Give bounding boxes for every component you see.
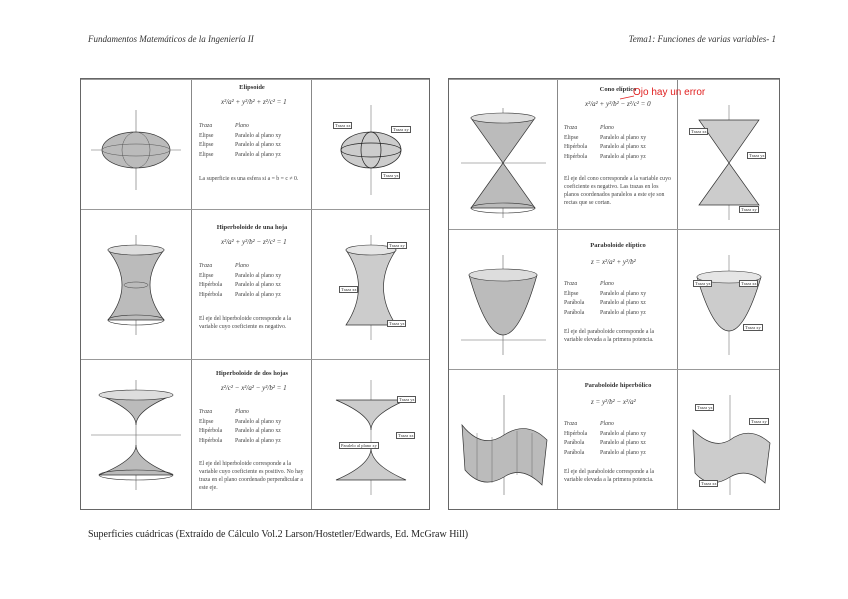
plane-cell: Paralelo al plano xy — [600, 430, 647, 437]
ellipsoid-trace-figure — [326, 105, 416, 195]
trace-cell: Hipérbola — [564, 430, 588, 437]
surface-description: El eje del paraboloide corresponde a la variable elevada a la primera potencia. — [564, 469, 655, 483]
trace-table — [564, 124, 646, 162]
surface-title: Paraboloide hiperbólico — [584, 382, 652, 389]
trace-cell: Hipérbola — [199, 282, 223, 288]
trace-tag: Traza yz — [399, 397, 415, 402]
table-header-plane: Plano — [600, 281, 614, 287]
plane-cell: Paralelo al plano xz — [600, 144, 646, 150]
trace-cell: Parábola — [564, 440, 585, 446]
surface-row-ellipsoid — [81, 79, 429, 210]
trace-tag: Traza xz — [691, 129, 707, 134]
trace-tag: Traza xz — [341, 287, 357, 292]
ellipsoid-figure — [91, 110, 181, 190]
surface-row-hyperboloid-two-sheets — [81, 359, 429, 510]
trace-tag: Traza xy — [389, 243, 405, 248]
plane-cell: Paralelo al plano yz — [600, 449, 646, 456]
trace-cell: Elipse — [199, 418, 214, 425]
plane-cell: Paralelo al plano xy — [235, 418, 282, 425]
surface-description: El eje del cono corresponde a la variable cuyo coeficiente es negativo. Las trazas en los planos coordenados paralelos a este eje son rectas que se cortan. — [564, 176, 671, 206]
surface-equation: x²/a² + y²/b² − z²/c² = 1 — [221, 238, 287, 246]
page-header-right: Tema1: Funciones de varias variables- 1 — [628, 34, 776, 44]
trace-table — [199, 408, 281, 446]
trace-tag: Traza xz — [335, 123, 351, 128]
trace-cell: Elipse — [564, 134, 579, 141]
hyperboloid-two-sheets-figure — [91, 380, 181, 490]
plane-cell: Paralelo al plano xy — [600, 290, 647, 297]
trace-cell: Parábola — [564, 300, 585, 306]
trace-cell: Elipse — [564, 290, 579, 297]
plane-cell: Paralelo al plano yz — [600, 153, 646, 160]
table-header-plane: Plano — [235, 409, 249, 415]
surface-title: Cono elíptico — [599, 86, 637, 93]
surface-description: La superficie es una esfera si a = b = c ≠ 0. — [199, 176, 299, 182]
elliptic-cone-trace-figure — [687, 105, 772, 220]
table-header-trace: Traza — [564, 281, 578, 287]
table-header-plane: Plano — [235, 123, 249, 129]
page-header-left: Fundamentos Matemáticos de la Ingeniería II — [88, 34, 254, 44]
table-header-plane: Plano — [600, 125, 614, 131]
table-header-trace: Traza — [564, 125, 578, 131]
trace-cell: Elipse — [199, 151, 214, 158]
table-header-plane: Plano — [235, 263, 249, 269]
trace-tag: Traza xy — [393, 127, 409, 132]
plane-cell: Paralelo al plano xy — [235, 132, 282, 139]
table-header-plane: Plano — [600, 421, 614, 427]
table-header-trace: Traza — [199, 123, 213, 129]
plane-cell: Paralelo al plano xz — [600, 440, 646, 446]
trace-cell: Elipse — [199, 142, 214, 148]
trace-tag: Paralelo al plano xy — [341, 443, 377, 448]
trace-tag: Traza yz — [695, 281, 711, 286]
plane-cell: Paralelo al plano yz — [235, 437, 281, 444]
trace-tag: Traza xy — [745, 325, 761, 330]
error-annotation: Ojo hay un error — [633, 87, 706, 98]
surface-description: El eje del paraboloide corresponde a la variable elevada a la primera potencia. — [564, 329, 655, 343]
trace-tag: Traza xz — [701, 481, 717, 486]
plane-cell: Paralelo al plano xz — [235, 282, 281, 288]
left-scan-panel — [80, 78, 430, 510]
surface-row-hyperboloid-one-sheet — [81, 209, 429, 360]
trace-cell: Parábola — [564, 309, 585, 316]
trace-cell: Parábola — [564, 449, 585, 456]
surface-equation: z²/c² − x²/a² − y²/b² = 1 — [221, 384, 287, 392]
hyperbolic-paraboloid-figure — [457, 395, 552, 495]
trace-cell: Elipse — [199, 132, 214, 139]
annotation-arrow — [618, 94, 636, 102]
plane-cell: Paralelo al plano xz — [600, 300, 646, 306]
trace-cell: Elipse — [199, 272, 214, 279]
table-header-trace: Traza — [564, 421, 578, 427]
plane-cell: Paralelo al plano yz — [235, 151, 281, 158]
surface-equation: x²/a² + y²/b² + z²/c² = 1 — [221, 98, 287, 106]
table-header-trace: Traza — [199, 409, 213, 415]
plane-cell: Paralelo al plano xy — [600, 134, 647, 141]
plane-cell: Paralelo al plano xz — [235, 142, 281, 148]
plane-cell: Paralelo al plano xy — [235, 272, 282, 279]
surface-equation: z = y²/b² − x²/a² — [591, 398, 636, 406]
right-scan-panel — [448, 78, 780, 510]
surface-description: El eje del hiperboloide corresponde a la variable cuyo coeficiente es positivo. No hay traza en el plano coordenado perpendicular a este eje. — [199, 461, 304, 491]
trace-table — [199, 262, 281, 300]
trace-tag: Traza xy — [741, 207, 757, 212]
trace-tag: Traza xy — [751, 419, 767, 424]
trace-cell: Hipérbola — [199, 437, 223, 444]
trace-cell: Hipérbola — [199, 291, 223, 298]
trace-cell: Hipérbola — [564, 144, 588, 150]
table-header-trace: Traza — [199, 263, 213, 269]
trace-tag: Traza yz — [697, 405, 713, 410]
trace-table — [564, 280, 646, 318]
elliptic-cone-figure — [461, 108, 546, 218]
elliptic-paraboloid-trace-figure — [689, 255, 769, 355]
surface-title: Hiperboloide de dos hojas — [215, 370, 289, 377]
hyperboloid-one-sheet-figure — [96, 235, 176, 335]
page-caption: Superficies cuádricas (Extraído de Cálculo Vol.2 Larson/Hostetler/Edwards, Ed. McGraw Hill) — [88, 529, 469, 540]
plane-cell: Paralelo al plano yz — [600, 309, 646, 316]
trace-tag: Traza xz — [741, 281, 757, 286]
surface-title: Elipsoide — [239, 84, 265, 91]
surface-row-elliptic-paraboloid — [449, 229, 779, 370]
surface-description: El eje del hiperboloide corresponde a la variable cuyo coeficiente es negativo. — [199, 316, 292, 330]
plane-cell: Paralelo al plano xz — [235, 428, 281, 434]
trace-tag: Traza yz — [749, 153, 765, 158]
plane-cell: Paralelo al plano yz — [235, 291, 281, 298]
trace-table — [564, 420, 646, 458]
surface-row-elliptic-cone — [449, 79, 779, 230]
elliptic-paraboloid-figure — [461, 255, 546, 355]
surface-row-hyperbolic-paraboloid — [449, 369, 779, 510]
trace-cell: Hipérbola — [199, 428, 223, 434]
trace-tag: Traza yz — [389, 321, 405, 326]
surface-title: Hiperboloide de una hoja — [216, 224, 288, 231]
surface-equation: x²/a² + y²/b² − z²/c² = 0 — [585, 100, 651, 108]
trace-tag: Traza yz — [383, 173, 399, 178]
surface-equation: z = x²/a² + y²/b² — [591, 258, 636, 266]
trace-table — [199, 122, 281, 160]
trace-cell: Hipérbola — [564, 153, 588, 160]
surface-title: Paraboloide elíptico — [590, 242, 646, 249]
trace-tag: Traza xz — [398, 433, 414, 438]
